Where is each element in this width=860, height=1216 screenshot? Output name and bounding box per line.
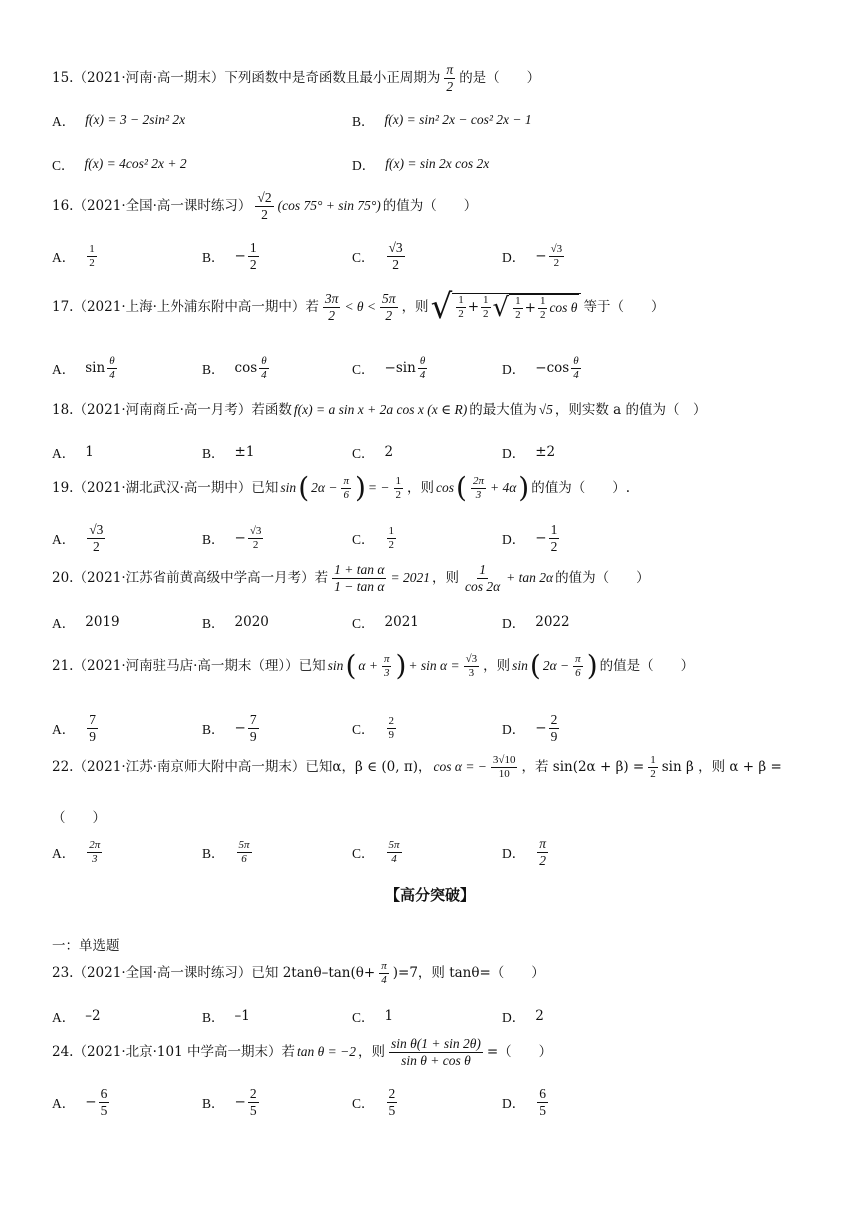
options-24 [52,1082,812,1122]
fraction: π 2 [446,62,454,94]
options-21 [52,708,812,748]
options-22 [52,832,812,872]
option-a[interactable]: A． 2019 [52,614,120,631]
question-16 [52,190,820,222]
option-b[interactable]: B． –1 [202,1008,250,1025]
option-c[interactable]: C． √3 2 [352,239,403,272]
option-a[interactable]: A． √3 2 [52,521,104,554]
section-title: 【高分突破】 [384,886,475,904]
option-b[interactable]: B． cos θ 4 [202,354,267,381]
option-d[interactable]: D． 2 [502,1008,544,1025]
option-b[interactable]: B． − $\frac{7}{9}$ [202,711,257,744]
option-a[interactable]: A． –2 [52,1008,101,1025]
options-23 [52,996,812,1036]
option-b[interactable]: B． 2020 [202,614,269,631]
option-d[interactable]: D． f(x) = sin 2x cos 2x [352,156,490,173]
option-c[interactable]: C． 2021 [352,614,419,631]
option-d[interactable]: D． 6 5 [502,1085,546,1118]
nested-radical: √ 1 2 + 1 2 √ 1 2 + 1 2 cos θ [431,290,582,324]
question-22: 22.（2021·江苏·南京师大附中高一期末）已知α，β ∈ (0, π)， cos α = − $\frac{3√10}{10}$ ，若 sin(2α + β) = $\frac{1}{2}$ sin β ，则 α + β = [52,754,782,780]
option-a[interactable]: A． 1 2 [52,242,95,269]
option-d[interactable]: D． − $\frac{2}{9}$ [502,711,558,744]
option-c[interactable]: C． 1 2 [352,524,395,551]
option-c[interactable]: C． 5π 4 [352,838,400,865]
options-19 [52,518,812,558]
question-22-paren: （ ） [52,810,106,826]
options-16 [52,236,812,276]
option-c[interactable]: C． f(x) = 4cos² 2x + 2 [52,156,187,173]
option-b[interactable]: B． f(x) = sin² 2x − cos² 2x − 1 [352,112,532,129]
option-d[interactable]: D． ±2 [502,444,556,461]
fraction: √2 2 [257,190,272,222]
options-15-row1 [52,100,812,140]
options-18 [52,432,812,472]
options-20 [52,602,812,642]
option-b[interactable]: B． ±1 [202,444,255,461]
option-c[interactable]: C． 2 5 [352,1085,396,1118]
subsection-title: 一：单选题 [52,938,120,954]
expression: (cos 75° + sin 75°) [277,197,381,213]
question-17: 17.（2021·上海·上外浦东附中高一期中）若 3π 2 < θ < 5π 2 ，则 √ 1 2 + 1 2 √ 1 2 + 1 2 cos θ 等于（ ） [52,287,665,327]
question-stem: 16.（2021·全国·高一课时练习） [52,197,252,214]
option-a[interactable]: A． 1 [52,444,94,461]
option-a[interactable]: A． − $\frac{6}{5}$ [52,1085,108,1118]
options-15-row2 [52,144,812,184]
option-a[interactable]: A． 2π 3 [52,838,101,865]
option-b[interactable]: B． − $\frac{√3}{2}$ [202,524,262,551]
option-c[interactable]: C． 2 9 [352,714,395,741]
option-b[interactable]: B． 5π 6 [202,838,250,865]
option-a[interactable]: A． 7 9 [52,711,96,744]
option-c[interactable]: C． − sin θ 4 [352,354,426,381]
option-b[interactable]: B． − $\frac{2}{5}$ [202,1085,257,1118]
option-a[interactable]: A． f(x) = 3 − 2sin² 2x [52,112,186,129]
question-stem: 17.（2021·上海·上外浦东附中高一期中）若 [52,298,319,315]
question-tail: 的是（ ） [459,69,541,86]
option-d[interactable]: D． π 2 [502,835,547,868]
option-d[interactable]: D． − $\frac{√3}{2}$ [502,242,563,269]
question-23: 23.（2021·全国·高一课时练习）已知 2tanθ–tan(θ+ $\frac{\pi}{4}$ )=7，则 tanθ=（ ） [52,960,545,986]
option-d[interactable]: D． 2022 [502,614,570,631]
option-d[interactable]: D． − $\frac{1}{2}$ [502,521,558,554]
question-stem: 15.（2021·河南·高一期末）下列函数中是奇函数且最小正周期为 [52,69,441,86]
option-c[interactable]: C． 2 [352,444,394,461]
question-19: 19.（2021·湖北武汉·高一期中）已知 sin ( 2α − $\frac{\pi}{6}$ ) = − $\frac{1}{2}$ ，则 cos ( 2π 3 + 4α ) 的值为（ ）. [52,471,631,504]
question-18: 18.（2021·河南商丘·高一月考）若函数 f(x) = a sin x + 2a cos x (x ∈ R) 的最大值为 √5 ，则实数 a 的值为（ ） [52,402,707,418]
option-c[interactable]: C． 1 [352,1008,394,1025]
option-b[interactable]: B． − $\frac{1}{2}$ [202,239,257,272]
question-20: 20.（2021·江苏省前黄高级中学高一月考）若 $\frac{\text{1 + tan α}}{\text{1 − tan α}}$ = 2021 ，则 1 cos 2α + tan 2α 的值为（ ） [52,562,650,594]
question-15 [52,62,820,94]
option-d[interactable]: D． − cos θ 4 [502,354,579,381]
option-a[interactable]: A． sin θ 4 [52,354,115,381]
question-21: 21.（2021·河南驻马店·高一期末（理））已知 sin ( α + $\frac{\pi}{3}$ ) + sin α = $\frac{√3}{3}$ ，则 sin ( 2α − $\frac{\pi}{6}$ ) 的值是（ ） [52,649,695,682]
options-17 [52,348,812,388]
question-24: 24.（2021·北京·101 中学高一期末）若 tan θ = −2 ，则 $\frac{\text{sin θ(1 + sin 2θ)}}{\text{sin θ + cos θ}}$ =（ ） [52,1036,553,1068]
question-tail: 的值为（ ） [382,197,478,214]
